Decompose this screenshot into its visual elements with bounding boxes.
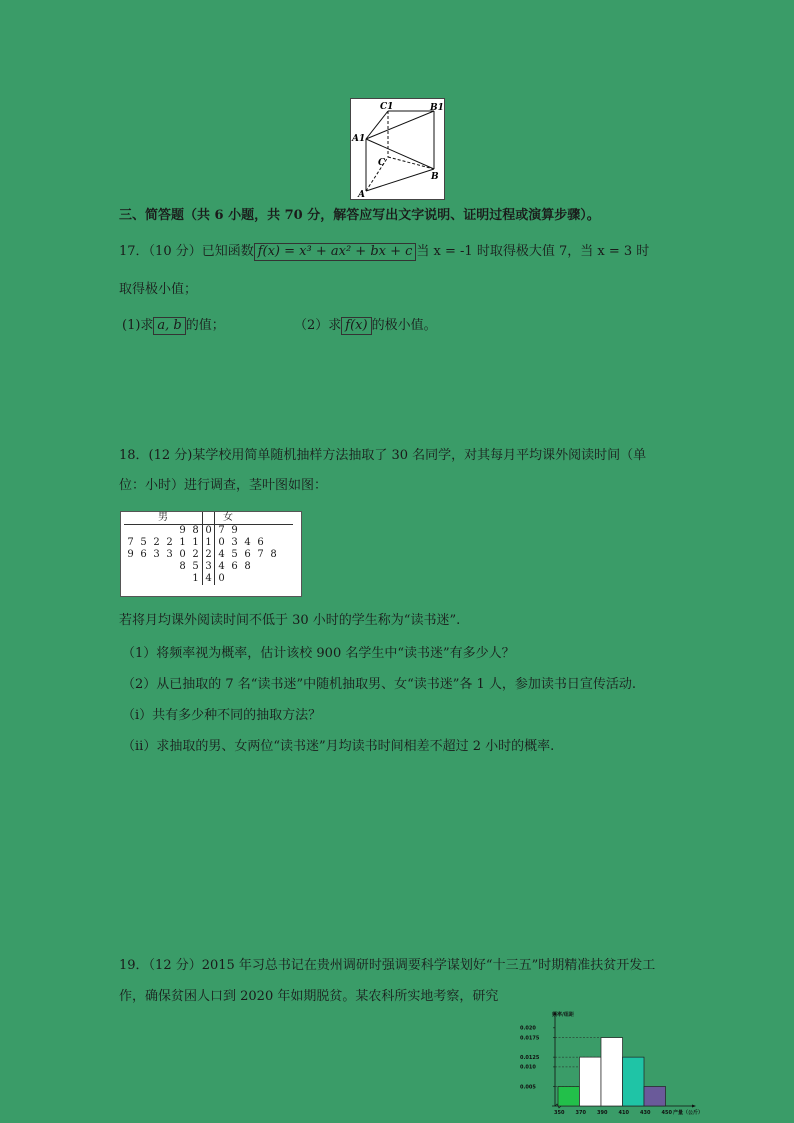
male-leaf: [150, 573, 163, 585]
female-leaf: [280, 561, 293, 573]
stem-leaf-row: [124, 561, 293, 573]
female-leaf: 0: [218, 537, 225, 548]
question-17-line-1: [119, 243, 649, 261]
female-leaf: [254, 561, 267, 573]
y-tick-label: 0.0175: [520, 1035, 540, 1042]
y-axis-label: 频率/组距: [552, 1012, 574, 1018]
histogram-bar: [558, 1086, 580, 1106]
label-b: B: [431, 172, 439, 182]
stem-value: 2: [203, 549, 215, 561]
female-leaf: [254, 525, 267, 538]
prism-diagram: [351, 99, 444, 199]
female-leaf: [267, 537, 280, 549]
x-tick-label: 390: [597, 1110, 608, 1116]
question-18-part-1: （1）将频率视为概率，估计该校 900 名学生中“读书迷”有多少人？: [122, 646, 515, 661]
male-leaf: [163, 525, 176, 538]
question-18-part-2: （2）从已抽取的 7 名“读书迷”中随机抽取男、女“读书迷”各 1 人，参加读书日宣传活动.: [122, 677, 637, 692]
section-heading: 三、简答题（共 6 小题，共 70 分，解答应写出文字说明、证明过程或演算步骤）。: [119, 208, 600, 223]
question-18-part-2-i: （i）共有多少种不同的抽取方法？: [122, 708, 322, 723]
stem-leaf-row: [124, 549, 293, 561]
stem-leaf-row: [124, 525, 293, 538]
y-tick-label: 0.005: [520, 1084, 536, 1091]
stem-leaf-table: [124, 512, 293, 585]
male-leaf: 8: [179, 561, 186, 572]
female-leaf: [267, 525, 280, 538]
female-leaf: [267, 561, 280, 573]
edge-a-b: [366, 169, 434, 191]
stem-leaf-header-row: [124, 512, 293, 525]
y-tick-label: 0.010: [520, 1064, 536, 1071]
x-tick-label: 410: [618, 1110, 629, 1116]
male-leaf: [137, 573, 150, 585]
histogram-bar: [623, 1057, 645, 1106]
stem-leaf-female-header: 女: [215, 512, 294, 525]
q17-prefix: 17．（10 分）已知函数: [119, 244, 254, 259]
male-leaf: 9: [127, 549, 134, 560]
label-a: A: [358, 190, 365, 199]
label-a1: A1: [352, 134, 366, 144]
question-17-part-1: [122, 317, 225, 335]
male-leaf: [150, 561, 163, 573]
q17-part1-formula: a, b: [153, 317, 185, 335]
question-18-line-1: 18．(12 分)某学校用简单随机抽样方法抽取了 30 名同学，对其每月平均课外阅读时间（单: [119, 448, 647, 463]
question-19-line-1: 19．（12 分）2015 年习总书记在贵州调研时强调要科学谋划好“十三五”时期精准扶贫开发工: [119, 958, 656, 973]
q17-part1-suffix: 的值；: [185, 318, 225, 333]
male-leaf: [137, 561, 150, 573]
histogram-bar: [601, 1038, 623, 1106]
stem-leaf-stem-header: [203, 512, 215, 525]
female-leaf: 3: [231, 537, 238, 548]
female-leaf: 9: [231, 525, 238, 536]
histogram-bar: [580, 1057, 602, 1106]
frequency-histogram: [518, 1010, 723, 1120]
male-leaf: 2: [192, 549, 199, 560]
female-leaf: [280, 525, 293, 538]
q17-part2-prefix: （2）求: [294, 318, 342, 333]
stem-leaf-row: [124, 573, 293, 585]
stem-value: 4: [203, 573, 215, 585]
female-leaf: [228, 573, 241, 585]
female-leaf: 7: [218, 525, 225, 536]
male-leaf: 1: [179, 537, 186, 548]
male-leaf: [176, 573, 189, 585]
female-leaf: [280, 573, 293, 585]
stem-leaf-plot: [120, 511, 302, 597]
edge-a1-b1: [366, 111, 434, 139]
female-leaf: 0: [218, 573, 225, 584]
female-leaf: [267, 573, 280, 585]
female-leaf: 6: [257, 537, 264, 548]
stem-leaf-male-header: 男: [124, 512, 203, 525]
female-leaf: 6: [244, 549, 251, 560]
question-18-condition: 若将月均课外阅读时间不低于 30 小时的学生称为“读书迷”.: [119, 613, 461, 628]
female-leaf: [241, 573, 254, 585]
male-leaf: [124, 573, 137, 585]
male-leaf: 1: [192, 573, 199, 584]
q17-function-formula: f(x) = x³ + ax² + bx + c: [254, 243, 417, 261]
x-tick-label: 430: [640, 1110, 651, 1116]
male-leaf: [163, 573, 176, 585]
histogram-bar: [644, 1086, 666, 1106]
female-leaf: 7: [257, 549, 264, 560]
y-tick-label: 0.0125: [520, 1054, 540, 1061]
male-leaf: [137, 525, 150, 538]
female-leaf: [254, 573, 267, 585]
female-leaf: 4: [218, 561, 225, 572]
stem-leaf-row: [124, 537, 293, 549]
male-leaf: 8: [192, 525, 199, 536]
stem-value: 1: [203, 537, 215, 549]
stem-value: 0: [203, 525, 215, 538]
label-b1: B1: [430, 103, 444, 113]
prism-figure: [350, 98, 445, 200]
male-leaf: 2: [166, 537, 173, 548]
male-leaf: 7: [127, 537, 134, 548]
x-axis-label: 产量（公斤）: [673, 1110, 704, 1116]
question-17-line-2: 取得极小值；: [119, 282, 198, 297]
question-18-line-2: 位：小时）进行调查，茎叶图如图：: [119, 478, 328, 493]
x-tick-label: 350: [554, 1110, 565, 1116]
male-leaf: 3: [153, 549, 160, 560]
y-tick-label: 0.020: [520, 1025, 536, 1032]
male-leaf: 1: [192, 537, 199, 548]
male-leaf: 0: [179, 549, 186, 560]
female-leaf: [280, 537, 293, 549]
female-leaf: [280, 549, 293, 561]
male-leaf: [124, 561, 137, 573]
male-leaf: 6: [140, 549, 147, 560]
stem-value: 3: [203, 561, 215, 573]
male-leaf: 3: [166, 549, 173, 560]
male-leaf: 2: [153, 537, 160, 548]
male-leaf: 9: [179, 525, 186, 536]
x-tick-label: 370: [575, 1110, 586, 1116]
label-c1: C1: [380, 102, 394, 112]
male-leaf: [124, 525, 137, 538]
x-axis-arrow: [692, 1105, 696, 1108]
question-17-part-2: [294, 317, 437, 335]
female-leaf: 4: [218, 549, 225, 560]
female-leaf: 6: [231, 561, 238, 572]
q17-part2-formula: f(x): [341, 317, 371, 335]
edge-a1-b: [366, 139, 434, 169]
label-c: C: [378, 158, 386, 168]
question-18-part-2-ii: （ii）求抽取的男、女两位“读书迷”月均读书时间相差不超过 2 小时的概率.: [122, 739, 555, 754]
female-leaf: 8: [244, 561, 251, 572]
male-leaf: [150, 525, 163, 538]
q17-suffix: 当 x = -1 时取得极大值 7，当 x = 3 时: [416, 244, 650, 259]
male-leaf: 5: [192, 561, 199, 572]
female-leaf: 5: [231, 549, 238, 560]
male-leaf: [163, 561, 176, 573]
male-leaf: 5: [140, 537, 147, 548]
q17-part1-prefix: (1)求: [122, 318, 154, 333]
female-leaf: [241, 525, 254, 538]
female-leaf: 8: [270, 549, 277, 560]
x-tick-label: 450: [661, 1110, 672, 1116]
q17-part2-suffix: 的极小值。: [371, 318, 437, 333]
female-leaf: 4: [244, 537, 251, 548]
question-19-line-2: 作，确保贫困人口到 2020 年如期脱贫。某农科所实地考察，研究: [119, 989, 499, 1004]
